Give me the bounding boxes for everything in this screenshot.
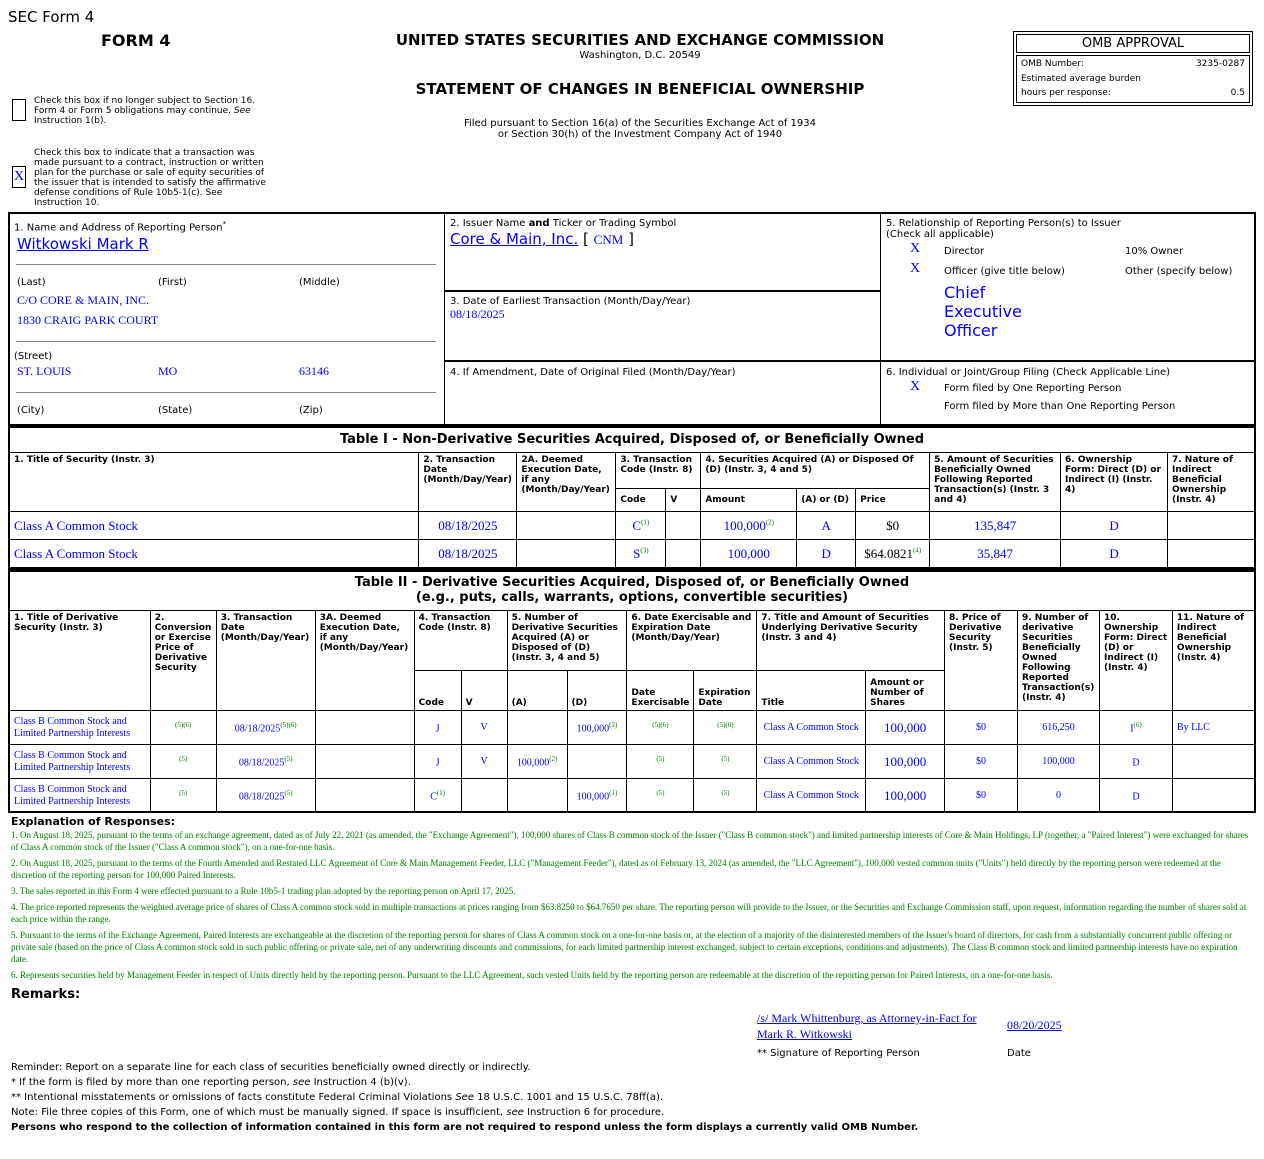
t2-owned: 100,000 bbox=[1017, 745, 1099, 779]
t1-deemed-date bbox=[517, 540, 616, 568]
t2-disposed: 100,000$^{(1)}$ bbox=[567, 779, 627, 813]
sec-form-label: SEC Form 4 bbox=[8, 8, 95, 26]
t2-ownership-form: D bbox=[1099, 745, 1172, 779]
street-label: (Street) bbox=[14, 351, 53, 362]
t2-acquired bbox=[507, 711, 567, 745]
footer-reminder: Reminder: Report on a separate line for each class of securities beneficially owned directly or indirectly. bbox=[11, 1062, 531, 1073]
box-filing-type bbox=[881, 362, 1255, 425]
t2-transaction-date: 08/18/2025$^{(5)}$ bbox=[216, 745, 315, 779]
t2-underlying-amount: 100,000 bbox=[866, 711, 945, 745]
t1-subheader-code: Code bbox=[616, 489, 666, 512]
t2-subheader-exercisable: Date Exercisable bbox=[627, 671, 694, 711]
t1-transaction-date: 08/18/2025 bbox=[419, 512, 517, 540]
rule10b5-checkbox[interactable]: X bbox=[12, 166, 26, 188]
explanation-item-4: 4. The price reported represents the weighted average price of shares of Class A common stock sold in multiple transactions at prices ranging from $63.8250 to $64.7650 per share. The reporting person will provide to the Issuer, or the Securities and Exchange Commission staff, upon request, information regarding the number of shares sold at each price within the range. bbox=[11, 902, 1247, 924]
t2-ownership-form: D bbox=[1099, 779, 1172, 813]
officer-title bbox=[944, 283, 1022, 340]
t2-header-code: 4. Transaction Code (Instr. 8) bbox=[414, 611, 507, 671]
divider bbox=[16, 264, 436, 265]
t1-v bbox=[666, 512, 701, 540]
section16-instruction: Instruction 1(b). bbox=[34, 116, 107, 126]
t2-owned: 0 bbox=[1017, 779, 1099, 813]
divider bbox=[16, 341, 436, 342]
issuer-name-link[interactable]: Core & Main, Inc. bbox=[450, 230, 579, 248]
t1-nature bbox=[1167, 540, 1254, 568]
director-label: Director bbox=[944, 246, 985, 257]
t1-code: C$^{(1)}$ bbox=[616, 512, 666, 540]
explanation-item-3: 3. The sales reported in this Form 4 were effected pursuant to a Rule 10b5-1 trading plan adopted by the reporting person on April 17, 2025. bbox=[11, 886, 516, 896]
t2-subheader-d: (D) bbox=[567, 671, 627, 711]
explanation-item-1: 1. On August 18, 2025, pursuant to the terms of an exchange agreement, dated as of July 22, 2021 (as amended, the "Exchange Agreement"), 100,000 shares of Class B common stock of the Issuer ("Class B common stock") and limited partnership interests of Core & Main Holdings, LP (together, a "Paired Interest") were exchanged for shares of Class A common stock of the Issuer ("Class A common stock"), on a one-for-one basis. bbox=[11, 830, 1249, 852]
amendment-label: 4. If Amendment, Date of Original Filed (Month/Day/Year) bbox=[450, 367, 736, 378]
t2-nature bbox=[1172, 745, 1254, 779]
t2-header-underlying: 7. Title and Amount of Securities Underlying Derivative Security (Instr. 3 and 4) bbox=[757, 611, 945, 671]
t1-deemed-date bbox=[517, 512, 616, 540]
t1-price: $0 bbox=[856, 512, 930, 540]
omb-approval-details bbox=[1016, 55, 1250, 103]
t2-header-owned: 9. Number of derivative Securities Beneficially Owned Following Reported Transaction(s) (Instr. 4) bbox=[1017, 611, 1099, 711]
t2-price: $0 bbox=[945, 745, 1018, 779]
t2-conversion: (5)(6) bbox=[150, 711, 216, 745]
t1-header-ownership-form: 6. Ownership Form: Direct (D) or Indirect (I) (Instr. 4) bbox=[1061, 453, 1168, 512]
officer-title-line-3: Officer bbox=[944, 321, 998, 340]
t2-subheader-v: V bbox=[461, 671, 507, 711]
omb-number-label: OMB Number: bbox=[1021, 59, 1084, 69]
t2-conversion: (5) bbox=[150, 745, 216, 779]
table1 bbox=[9, 452, 1255, 568]
t1-subheader-amount: Amount bbox=[701, 489, 797, 512]
commission-title: UNITED STATES SECURITIES AND EXCHANGE COMMISSION bbox=[395, 31, 885, 49]
rule10b5-checkbox-label: Check this box to indicate that a transaction was made pursuant to a contract, instruction or written plan for the purchase or sale of equity securities of the issuer that is intended to satisfy the affirmative defense conditions of Rule 10b5-1(c). See Instruction 10. bbox=[34, 148, 266, 208]
section16-checkbox[interactable] bbox=[12, 99, 26, 121]
t1-a-or-d: A bbox=[797, 512, 856, 540]
t2-price: $0 bbox=[945, 711, 1018, 745]
t2-code: J bbox=[414, 711, 461, 745]
t1-header-nature: 7. Nature of Indirect Beneficial Ownership (Instr. 4) bbox=[1167, 453, 1254, 512]
t2-expiration-date: (5)(6) bbox=[694, 711, 757, 745]
t1-code: S$^{(3)}$ bbox=[616, 540, 666, 568]
t2-underlying-title: Class A Common Stock bbox=[757, 779, 866, 813]
filed-pursuant-line-1: Filed pursuant to Section 16(a) of the Securities Exchange Act of 1934 bbox=[464, 118, 816, 129]
divider bbox=[16, 392, 436, 393]
t2-owned: 616,250 bbox=[1017, 711, 1099, 745]
box-issuer bbox=[445, 213, 881, 292]
first-label: (First) bbox=[158, 277, 187, 288]
signature-name[interactable]: /s/ Mark Whittenburg, as Attorney-in-Fact for Mark R. Witkowski bbox=[757, 1011, 977, 1041]
officer-title-line-2: Executive bbox=[944, 302, 1022, 321]
t2-security-title: Class B Common Stock and Limited Partnership Interests bbox=[10, 745, 151, 779]
t2-underlying-amount: 100,000 bbox=[866, 745, 945, 779]
signature-date-label: Date bbox=[1007, 1048, 1031, 1059]
footer-intentional-misstatements: ** Intentional misstatements or omissions of facts constitute Federal Criminal Violations See 18 U.S.C. 1001 and 15 U.S.C. 78ff(a). bbox=[11, 1092, 664, 1103]
t2-ownership-form: I$^{(6)}$ bbox=[1099, 711, 1172, 745]
t1-amount: 100,000$^{(2)}$ bbox=[701, 512, 797, 540]
box-reporting-person bbox=[9, 213, 445, 425]
city-value: ST. LOUIS bbox=[17, 364, 72, 378]
t2-security-title: Class B Common Stock and Limited Partnership Interests bbox=[10, 711, 151, 745]
signature-label: ** Signature of Reporting Person bbox=[757, 1048, 920, 1059]
t1-subheader-v: V bbox=[666, 489, 701, 512]
t2-price: $0 bbox=[945, 779, 1018, 813]
t2-nature: By LLC bbox=[1172, 711, 1254, 745]
city-label: (City) bbox=[17, 405, 45, 416]
t2-underlying-title: Class A Common Stock bbox=[757, 745, 866, 779]
middle-label: (Middle) bbox=[299, 277, 340, 288]
relationship-label: 5. Relationship of Reporting Person(s) to Issuer (Check all applicable) bbox=[886, 218, 1121, 240]
t1-subheader-price: Price bbox=[856, 489, 930, 512]
section16-checkbox-label bbox=[34, 96, 269, 126]
officer-title-line-1: Chief bbox=[944, 283, 986, 302]
form-name: FORM 4 bbox=[101, 31, 171, 50]
t1-header-deemed: 2A. Deemed Execution Date, if any (Month/Day/Year) bbox=[517, 453, 616, 512]
table2-title-line-2: (e.g., puts, calls, warrants, options, convertible securities) bbox=[415, 590, 849, 605]
t2-subheader-code: Code bbox=[414, 671, 461, 711]
one-reporting-person-label: Form filed by One Reporting Person bbox=[944, 383, 1122, 394]
state-label: (State) bbox=[158, 405, 193, 416]
ten-percent-owner-label: 10% Owner bbox=[1125, 246, 1184, 257]
director-mark[interactable]: X bbox=[910, 241, 921, 256]
t2-transaction-date: 08/18/2025$^{(5)}$ bbox=[216, 779, 315, 813]
issuer-label: 2. Issuer Name and Ticker or Trading Symbol bbox=[450, 218, 677, 229]
t2-subheader-a: (A) bbox=[507, 671, 567, 711]
commission-address: Washington, D.C. 20549 bbox=[579, 50, 701, 61]
t2-subheader-expiration: Expiration Date bbox=[694, 671, 757, 711]
signature-date[interactable]: 08/20/2025 bbox=[1007, 1018, 1062, 1032]
t2-deemed-date bbox=[315, 745, 414, 779]
t2-disposed bbox=[567, 745, 627, 779]
section16-see: See bbox=[233, 106, 251, 116]
last-label: (Last) bbox=[17, 277, 46, 288]
t2-code: C$^{(1)}$ bbox=[414, 779, 461, 813]
footer-note: Note: File three copies of this Form, one of which must be manually signed. If space is insufficient, see Instruction 6 for procedure. bbox=[11, 1107, 665, 1118]
table-row bbox=[10, 745, 1255, 779]
t1-ownership-form: D bbox=[1061, 512, 1168, 540]
t1-header-amount-owned: 5. Amount of Securities Beneficially Owned Following Reported Transaction(s) (Instr. 3 and 4) bbox=[930, 453, 1061, 512]
t2-code: J bbox=[414, 745, 461, 779]
t1-header-date: 2. Transaction Date (Month/Day/Year) bbox=[419, 453, 517, 512]
box-relationship bbox=[881, 213, 1255, 362]
t2-transaction-date: 08/18/2025$^{(5)(6)}$ bbox=[216, 711, 315, 745]
t2-header-exercisable: 6. Date Exercisable and Expiration Date (Month/Day/Year) bbox=[627, 611, 757, 671]
t2-header-price: 8. Price of Derivative Security (Instr. 5) bbox=[945, 611, 1018, 711]
t1-header-code: 3. Transaction Code (Instr. 8) bbox=[616, 453, 701, 489]
reporting-person-link[interactable]: Witkowski Mark R bbox=[17, 235, 149, 253]
explanation-title: Explanation of Responses: bbox=[11, 815, 176, 828]
t1-transaction-date: 08/18/2025 bbox=[419, 540, 517, 568]
reporting-person-label: 1. Name and Address of Reporting Person* bbox=[14, 220, 227, 234]
t1-security-title: Class A Common Stock bbox=[10, 512, 419, 540]
earliest-transaction-label: 3. Date of Earliest Transaction (Month/Day/Year) bbox=[450, 296, 691, 307]
table-row bbox=[10, 711, 1255, 745]
t1-amount-owned: 35,847 bbox=[930, 540, 1061, 568]
t2-header-ownership-form: 10. Ownership Form: Direct (D) or Indirect (I) (Instr. 4) bbox=[1099, 611, 1172, 711]
box-earliest-transaction bbox=[445, 292, 881, 362]
t1-subheader-a-or-d: (A) or (D) bbox=[797, 489, 856, 512]
t1-amount-owned: 135,847 bbox=[930, 512, 1061, 540]
t2-subheader-title: Title bbox=[757, 671, 866, 711]
omb-hours-value: 0.5 bbox=[1230, 88, 1245, 98]
t1-header-title: 1. Title of Security (Instr. 3) bbox=[10, 453, 419, 512]
table-row bbox=[10, 540, 1255, 568]
t1-v bbox=[666, 540, 701, 568]
t2-v: V bbox=[461, 745, 507, 779]
t1-nature bbox=[1167, 512, 1254, 540]
t1-header-acquired: 4. Securities Acquired (A) or Disposed Of (D) (Instr. 3, 4 and 5) bbox=[701, 453, 930, 489]
more-reporting-persons-label: Form filed by More than One Reporting Person bbox=[944, 401, 1176, 412]
omb-approval-title: OMB APPROVAL bbox=[1016, 34, 1250, 53]
statement-title: STATEMENT OF CHANGES IN BENEFICIAL OWNERSHIP bbox=[415, 80, 865, 98]
table2-title bbox=[8, 575, 1256, 605]
t1-a-or-d: D bbox=[797, 540, 856, 568]
address-line-2: 1830 CRAIG PARK COURT bbox=[17, 313, 159, 327]
t2-v bbox=[461, 779, 507, 813]
t2-nature bbox=[1172, 779, 1254, 813]
t1-amount: 100,000 bbox=[701, 540, 797, 568]
officer-mark[interactable]: X bbox=[910, 261, 921, 276]
section16-text: Check this box if no longer subject to Section 16. Form 4 or Form 5 obligations may continue. bbox=[34, 96, 256, 116]
filing-type-label: 6. Individual or Joint/Group Filing (Check Applicable Line) bbox=[886, 367, 1171, 378]
t1-security-title: Class A Common Stock bbox=[10, 540, 419, 568]
remarks-title: Remarks: bbox=[11, 987, 81, 1002]
one-reporting-person-mark[interactable]: X bbox=[910, 379, 921, 394]
t2-date-exercisable: (5) bbox=[627, 745, 694, 779]
address-line-1: C/O CORE & MAIN, INC. bbox=[17, 293, 150, 307]
t2-date-exercisable: (5)(6) bbox=[627, 711, 694, 745]
t2-underlying-amount: 100,000 bbox=[866, 779, 945, 813]
t2-security-title: Class B Common Stock and Limited Partnership Interests bbox=[10, 779, 151, 813]
t2-acquired bbox=[507, 779, 567, 813]
zip-label: (Zip) bbox=[299, 405, 323, 416]
t2-conversion: (5) bbox=[150, 779, 216, 813]
zip-value: 63146 bbox=[299, 364, 329, 378]
table-row bbox=[10, 779, 1255, 813]
explanation-item-2: 2. On August 18, 2025, pursuant to the terms of the Fourth Amended and Restated LLC Agreement of Core & Main Management Feeder, LLC ("Management Feeder"), dated as of February 13, 2024 (as amended, the "LLC Agreement"), 100,000 vested common units ("Units") held directly by the reporting person were redeemed at the discretion of the reporting person for 100,000 Paired Interests. bbox=[11, 858, 1221, 880]
omb-hours-label: hours per response: bbox=[1021, 88, 1111, 98]
t2-header-number: 5. Number of Derivative Securities Acquired (A) or Disposed of (D) (Instr. 3, 4 and 5) bbox=[507, 611, 627, 671]
footer-multiple-persons: * If the form is filed by more than one reporting person, see Instruction 4 (b)(v). bbox=[11, 1077, 411, 1088]
t2-header-nature: 11. Nature of Indirect Beneficial Ownership (Instr. 4) bbox=[1172, 611, 1254, 711]
t2-subheader-amount: Amount or Number of Shares bbox=[866, 671, 945, 711]
officer-label: Officer (give title below) bbox=[944, 266, 1065, 277]
t2-acquired: 100,000$^{(2)}$ bbox=[507, 745, 567, 779]
t2-date-exercisable: (5) bbox=[627, 779, 694, 813]
box-amendment bbox=[445, 362, 881, 425]
other-label: Other (specify below) bbox=[1125, 266, 1233, 277]
t2-v: V bbox=[461, 711, 507, 745]
t2-underlying-title: Class A Common Stock bbox=[757, 711, 866, 745]
t2-header-conversion: 2. Conversion or Exercise Price of Derivative Security bbox=[150, 611, 216, 711]
omb-number-value: 3235-0287 bbox=[1195, 59, 1245, 69]
t2-header-title: 1. Title of Derivative Security (Instr. 3) bbox=[10, 611, 151, 711]
earliest-transaction-date: 08/18/2025 bbox=[450, 307, 505, 321]
omb-burden-label: Estimated average burden bbox=[1021, 73, 1141, 84]
t2-expiration-date: (5) bbox=[694, 779, 757, 813]
filed-pursuant-line-2: or Section 30(h) of the Investment Company Act of 1940 bbox=[497, 129, 783, 140]
ticker-symbol: CNM bbox=[593, 232, 624, 247]
table-row bbox=[10, 512, 1255, 540]
explanation-item-6: 6. Represents securities held by Management Feeder in respect of Units directly held by the reporting person. Pursuant to the LLC Agreement, such vested Units held by the reporting person are redeemable at the discretion of the reporting person for Paired Interests, on a one-for-one basis. bbox=[11, 970, 1053, 980]
t2-deemed-date bbox=[315, 779, 414, 813]
t2-header-deemed: 3A. Deemed Execution Date, if any (Month/Day/Year) bbox=[315, 611, 414, 711]
t2-header-date: 3. Transaction Date (Month/Day/Year) bbox=[216, 611, 315, 711]
state-value: MO bbox=[158, 364, 178, 378]
footer-omb-notice: Persons who respond to the collection of information contained in this form are not required to respond unless the form displays a currently valid OMB Number. bbox=[11, 1122, 919, 1133]
reporting-person-name[interactable] bbox=[17, 235, 149, 253]
t2-deemed-date bbox=[315, 711, 414, 745]
t2-expiration-date: (5) bbox=[694, 745, 757, 779]
issuer-row: Core & Main, Inc. [ CNM ] bbox=[450, 230, 634, 248]
explanation-item-5: 5. Pursuant to the terms of the Exchange Agreement, Paired Interests are exchangeable at the discretion of the reporting person for shares of Class A common stock on a one-for-one basis or, at the election of a majority of the disinterested members of the Issuer's board of directors, for cash from a substantially concurrent public offering or private sale (based on the price of Class A common stock sold in such public offering or private sale, net of any underwriting discounts and commissions, for each limited partnership interest exchanged, subject to certain exceptions, conditions and adjustments). The Class B common stock and limited partnership interests have no expiration date. bbox=[11, 930, 1238, 964]
table2 bbox=[9, 610, 1255, 813]
table1-title: Table I - Non-Derivative Securities Acquired, Disposed of, or Beneficially Owned bbox=[339, 432, 925, 447]
t2-disposed: 100,000$^{(2)}$ bbox=[567, 711, 627, 745]
table2-title-line-1: Table II - Derivative Securities Acquired, Disposed of, or Beneficially Owned bbox=[354, 575, 910, 590]
t1-price: $64.0821$^{(4)}$ bbox=[856, 540, 930, 568]
t1-ownership-form: D bbox=[1061, 540, 1168, 568]
omb-approval-box bbox=[1013, 31, 1253, 106]
